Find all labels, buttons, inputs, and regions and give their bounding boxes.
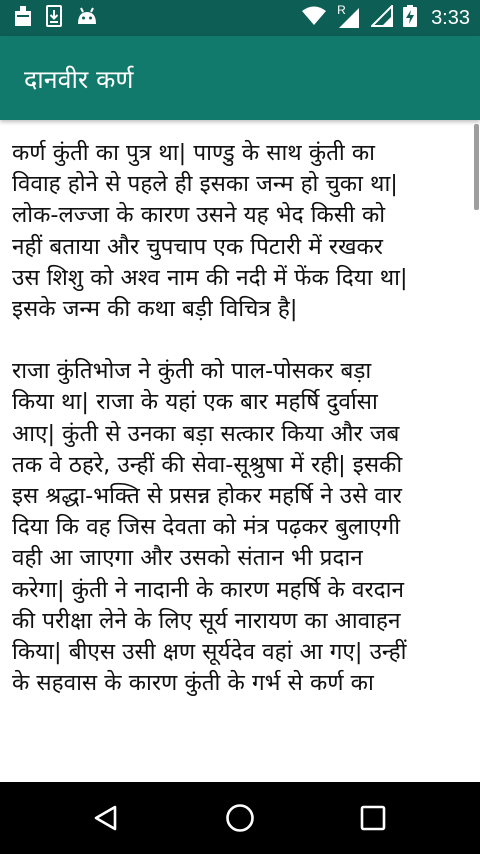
cell-signal-icon: [371, 5, 393, 31]
battery-charging-icon: [403, 5, 417, 31]
story-paragraph-1: [0, 120, 480, 325]
status-notifications: [14, 6, 98, 30]
text-line: उस शिशु को अश्व नाम की नदी में फेंक दिया था|: [12, 264, 408, 291]
text-line: के सहवास के कारण कुंती के गर्भ से कर्ण का: [12, 670, 374, 697]
text-line: आए| कुंती से उनका बड़ा सत्कार किया और जब: [12, 420, 400, 447]
app-title: दानवीर कर्ण: [24, 65, 134, 94]
text-line: लोक-लज्जा के कारण उसने यह भेद किसी को: [12, 202, 386, 229]
text-line: नहीं बताया और चुपचाप एक पिटारी में रखकर: [12, 233, 383, 260]
story-content[interactable]: [0, 120, 480, 782]
text-line: की परीक्षा लेने के लिए सूर्य नारायण का आवाहन: [12, 607, 401, 634]
text-line: विवाह होने से पहले ही इसका जन्म हो चुका था|: [12, 171, 398, 198]
text-line: करेगा| कुंती ने नादानी के कारण महर्षि के वरदान: [12, 576, 404, 603]
text-line: कर्ण कुंती का पुत्र था| पाण्डु के साथ कुंती का: [12, 140, 376, 166]
status-time: 3:33: [431, 6, 470, 29]
status-bar: [0, 0, 480, 36]
navigation-bar: [0, 782, 480, 854]
text-line: राजा कुंतिभोज ने कुंती को पाल-पोसकर बड़ा: [12, 358, 372, 385]
scrollbar[interactable]: [474, 124, 479, 210]
back-triangle-icon: [91, 803, 121, 833]
text-line: तक वे ठहरे, उन्हीं की सेवा-सूश्रुषा में रही| इसकी: [12, 451, 403, 478]
text-line: किया| बीएस उसी क्षण सूर्यदेव वहां आ गए| उन्हीं: [12, 639, 407, 666]
android-icon: [76, 6, 98, 30]
download-icon: [46, 5, 62, 31]
text-line: किया था| राजा के यहां एक बार महर्षि दुर्वासा: [12, 389, 378, 416]
status-system-icons: [301, 3, 470, 30]
recents-square-icon: [359, 804, 387, 832]
story-paragraph-2: [0, 325, 480, 699]
network-roaming-label: R: [337, 3, 346, 17]
app-bar: [0, 36, 480, 120]
text-line: इसके जन्म की कथा बड़ी विचित्र है|: [12, 296, 298, 323]
wifi-icon: [301, 6, 327, 30]
text-line: दिया कि वह जिस देवता को मंत्र पढ़कर बुलाएगी: [12, 514, 401, 541]
cell-signal-roaming-icon: [337, 3, 361, 29]
home-circle-icon: [224, 802, 256, 834]
text-line: इस श्रद्धा-भक्ति से प्रसन्न होकर महर्षि ने उसे वार: [12, 483, 402, 510]
back-button[interactable]: [88, 800, 124, 836]
text-line: वही आ जाएगा और उसको संतान भी प्रदान: [12, 545, 363, 572]
clipboard-icon: [14, 5, 32, 31]
recents-button[interactable]: [355, 800, 391, 836]
home-button[interactable]: [222, 800, 258, 836]
